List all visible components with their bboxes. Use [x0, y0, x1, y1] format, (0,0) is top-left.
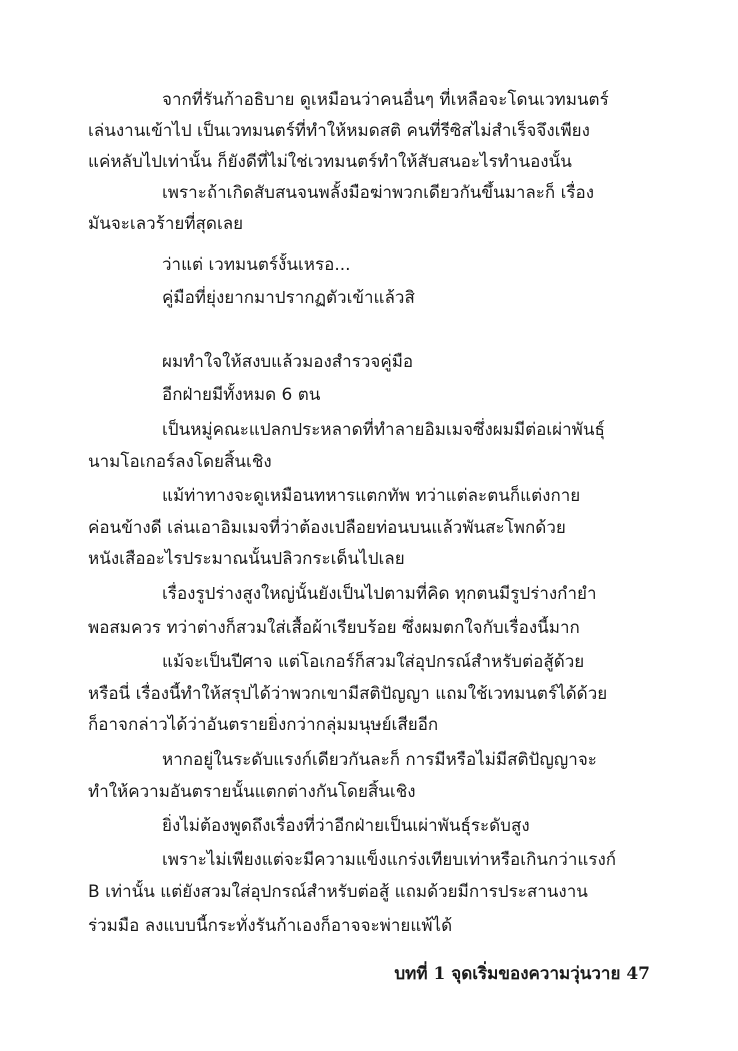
- paragraph-line: นามโอเกอร์ลงโดยสิ้นเชิง: [88, 452, 272, 472]
- paragraph-line: แม้จะเป็นปีศาจ แต่โอเกอร์ก็สวมใส่อุปกรณ์สำหรับต่อสู้ด้วย: [162, 652, 585, 672]
- paragraph-line: เป็นหมู่คณะแปลกประหลาดที่ทำลายอิมเมจซึ่งผมมีต่อเผ่าพันธุ์: [162, 420, 605, 440]
- paragraph-line: B เท่านั้น แต่ยังสวมใส่อุปกรณ์สำหรับต่อสู้ แถมด้วยมีการประสานงาน: [88, 882, 588, 902]
- paragraph-line: ค่อนข้างดี เล่นเอาอิมเมจที่ว่าต้องเปลือยท่อนบนแล้วพันสะโพกด้วย: [88, 518, 566, 538]
- paragraph-line: ร่วมมือ ลงแบบนี้กระทั่งรันก้าเองก็อาจจะพ่ายแพ้ได้: [88, 916, 453, 936]
- paragraph-line: เพราะถ้าเกิดสับสนจนพลั้งมือฆ่าพวกเดียวกันขึ้นมาละก็ เรื่อง: [162, 183, 595, 203]
- paragraph-line: เพราะไม่เพียงแต่จะมีความแข็งแกร่งเทียบเท่าหรือเกินกว่าแรงก์: [162, 850, 617, 870]
- paragraph-line: เล่นงานเข้าไป เป็นเวทมนตร์ที่ทำให้หมดสติ คนที่รีซิสไม่สำเร็จจึงเพียง: [88, 121, 590, 141]
- paragraph-line: ทำให้ความอันตรายนั้นแตกต่างกันโดยสิ้นเชิง: [88, 782, 416, 802]
- page-footer: บทที่ 1 จุดเริ่มของความวุ่นวาย 47: [394, 964, 650, 984]
- paragraph-line: ผมทำใจให้สงบแล้วมองสำรวจคู่มือ: [162, 352, 414, 372]
- paragraph-line: ก็อาจกล่าวได้ว่าอันตรายยิ่งกว่ากลุ่มมนุษย์เสียอีก: [88, 715, 439, 735]
- paragraph-line: หรือนี่ เรื่องนี้ทำให้สรุปได้ว่าพวกเขามีสติปัญญา แถมใช้เวทมนตร์ได้ด้วย: [88, 684, 608, 704]
- paragraph-line: แค่หลับไปเท่านั้น ก็ยังดีที่ไม่ใช่เวทมนตร์ทำให้สับสนอะไรทำนองนั้น: [88, 152, 572, 172]
- paragraph-line: ว่าแต่ เวทมนตร์งั้นเหรอ...: [162, 255, 351, 275]
- paragraph-line: แม้ท่าทางจะดูเหมือนทหารแตกทัพ ทว่าแต่ละตนก็แต่งกาย: [162, 486, 581, 506]
- paragraph-line: ยิ่งไม่ต้องพูดถึงเรื่องที่ว่าอีกฝ่ายเป็นเผ่าพันธุ์ระดับสูง: [162, 816, 530, 836]
- paragraph-line: หากอยู่ในระดับแรงก์เดียวกันละก็ การมีหรือไม่มีสติปัญญาจะ: [162, 750, 597, 770]
- paragraph-line: เรื่องรูปร่างสูงใหญ่นั้นยังเป็นไปตามที่คิด ทุกตนมีรูปร่างกำยำ: [162, 584, 597, 604]
- paragraph-line: จากที่รันก้าอธิบาย ดูเหมือนว่าคนอื่นๆ ที่เหลือจะโดนเวทมนตร์: [162, 90, 609, 110]
- paragraph-line: พอสมควร ทว่าต่างก็สวมใส่เสื้อผ้าเรียบร้อย ซึ่งผมตกใจกับเรื่องนี้มาก: [88, 618, 580, 638]
- paragraph-line: หนังเสืออะไรประมาณนั้นปลิวกระเด็นไปเลย: [88, 549, 405, 569]
- paragraph-line: คู่มือที่ยุ่งยากมาปรากฏตัวเข้าแล้วสิ: [162, 288, 415, 308]
- paragraph-line: มันจะเลวร้ายที่สุดเลย: [88, 214, 244, 234]
- paragraph-line: อีกฝ่ายมีทั้งหมด 6 ตน: [162, 385, 321, 405]
